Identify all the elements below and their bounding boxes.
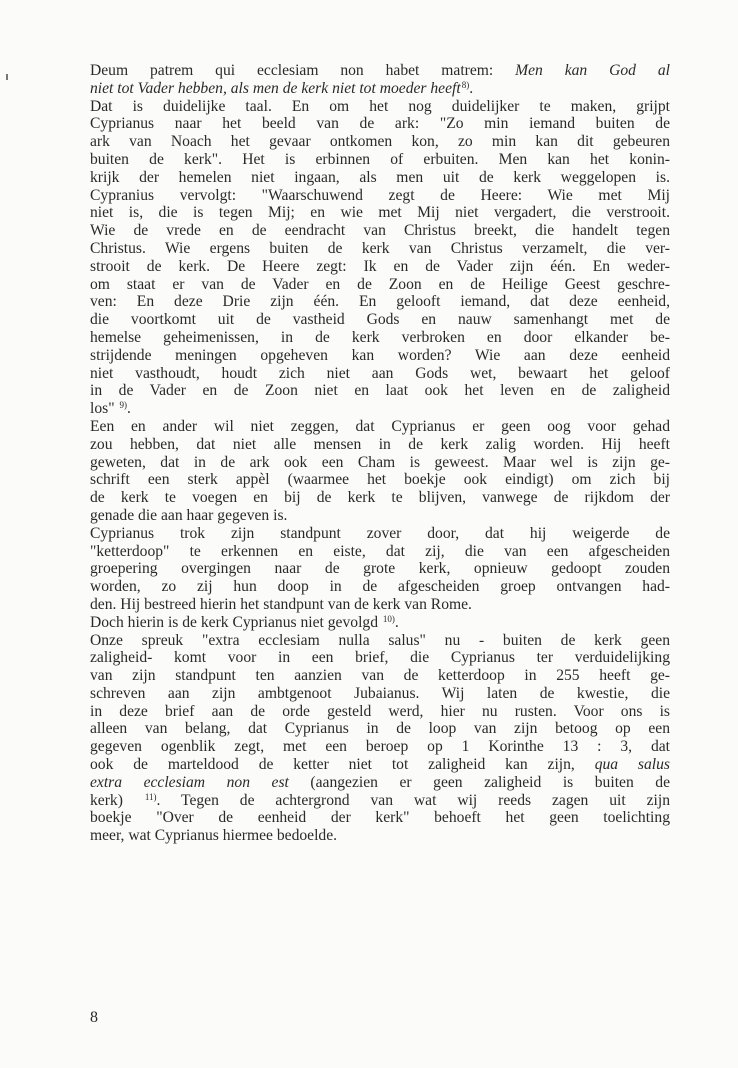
text-line <box>90 436 670 454</box>
text-line <box>90 293 670 311</box>
text-line <box>90 614 670 632</box>
text-run: strooit de kerk. De Heere zegt: Ik en de Vader zijn één. En weder- <box>90 257 670 275</box>
text-run: Men kan God al <box>515 62 670 79</box>
text-run: schreven aan zijn ambtgenoot Jubaianus. Wij laten de kwestie, die <box>90 684 670 702</box>
text-run: Dat is duidelijke taal. En om het nog duidelijker te maken, grijpt <box>90 97 670 115</box>
text-line <box>90 703 670 721</box>
text-line <box>90 62 670 80</box>
text-run: ook de marteldood de ketter niet tot zaligheid kan zijn, <box>90 756 595 774</box>
text-run: niet is, die is tegen Mij; en wie met Mij niet vergadert, die verstrooit. <box>90 204 670 222</box>
text-run: alleen van belang, dat Cyprianus in de loop van zijn betoog op een <box>90 720 670 738</box>
text-run: genade die aan haar gegeven is. <box>90 506 288 524</box>
text-run: Cyprianus naar het beeld van de ark: "Zo min iemand buiten de <box>90 115 670 133</box>
text-line <box>90 738 670 756</box>
text-run: Christus. Wie ergens buiten de kerk van Christus verzamelt, die ver- <box>90 239 670 257</box>
text-line <box>90 115 670 133</box>
text-line <box>90 756 670 774</box>
text-run: om staat er van de Vader en de Zoon en de Heilige Geest geschre- <box>90 275 670 293</box>
text-run: niet vasthoudt, houdt zich niet aan Gods wet, bewaart het geloof <box>90 364 670 382</box>
text-run: in de Vader en de Zoon niet en laat ook het leven en de zaligheid <box>90 382 670 400</box>
text-run: ark van Noach het gevaar ontkomen kon, zo min kan dit gebeuren <box>90 133 670 151</box>
text-line <box>90 222 670 240</box>
text-line <box>90 489 670 507</box>
text-line <box>90 347 670 365</box>
text-run: los" <box>90 400 119 418</box>
text-run: die voortkomt uit de vastheid Gods en nauw samenhangt met de <box>90 311 670 329</box>
text-run: . <box>126 400 131 418</box>
text-run: qua salus <box>594 756 670 774</box>
text-run: kerk) <box>90 791 144 809</box>
text-line <box>90 400 670 418</box>
text-line <box>90 276 670 294</box>
text-run: . <box>394 613 399 631</box>
text-line <box>90 827 670 845</box>
footnote-ref: 11) <box>144 791 157 802</box>
footnote-ref: 8) <box>461 79 470 90</box>
text-line <box>90 80 670 98</box>
text-run: niet tot Vader hebben, als men de kerk niet tot moeder heeft <box>90 79 461 97</box>
text-run: zou hebben, dat niet alle mensen in de kerk zalig worden. Hij heeft <box>90 435 670 453</box>
text-line <box>90 774 670 792</box>
text-line <box>90 471 670 489</box>
text-run: groepering overgingen naar de grote kerk, opnieuw gedoopt zouden <box>90 560 670 578</box>
text-run: schrift een sterk appèl (waarmee het boekje ook eindigt) om zich bij <box>90 471 670 489</box>
text-line <box>90 632 670 650</box>
text-run: strijdende meningen opgeheven kan worden? Wie aan deze eenheid <box>90 346 670 364</box>
text-line <box>90 98 670 116</box>
text-run: den. Hij bestreed hierin het standpunt van de kerk van Rome. <box>90 595 472 613</box>
text-run: Wie de vrede en de eendracht van Christus breekt, die handelt tegen <box>90 222 670 240</box>
text-line <box>90 543 670 561</box>
text-run: "ketterdoop" te erkennen en eiste, dat zij, die van een afgescheiden <box>90 542 670 560</box>
text-run: . Tegen de achtergrond van wat wij reeds zagen uit zijn <box>156 791 670 809</box>
text-run: . <box>469 79 474 97</box>
text-run: Cypranius vervolgt: "Waarschuwend zegt de Heere: Wie met Mij <box>90 186 670 204</box>
text-line <box>90 649 670 667</box>
page-number: 8 <box>90 1009 98 1026</box>
text-line <box>90 578 670 596</box>
text-run: meer, wat Cyprianus hiermee bedoelde. <box>90 827 338 845</box>
text-run: krijk der hemelen niet ingaan, als men uit de kerk weggelopen is. <box>90 168 670 186</box>
text-line <box>90 329 670 347</box>
text-line <box>90 240 670 258</box>
text-line <box>90 382 670 400</box>
footnote-ref: 10) <box>382 613 395 624</box>
text-run: gegeven ogenblik zegt, met een beroep op 1 Korinthe 13 : 3, dat <box>90 738 670 756</box>
text-line <box>90 204 670 222</box>
text-line <box>90 685 670 703</box>
text-line <box>90 596 670 614</box>
text-line <box>90 169 670 187</box>
text-run: worden, zo zij hun doop in de afgescheiden groep ontvangen had- <box>90 578 670 596</box>
text-line <box>90 792 670 810</box>
text-line <box>90 258 670 276</box>
text-line <box>90 187 670 205</box>
body-text <box>90 62 670 845</box>
text-line <box>90 720 670 738</box>
text-run: ven: En deze Drie zijn één. En gelooft iemand, dat deze eenheid, <box>90 293 670 311</box>
text-run: hemelse geheimenissen, in de kerk verbroken en door elkander be- <box>90 328 670 346</box>
text-line <box>90 311 670 329</box>
text-run: Een en ander wil niet zeggen, dat Cyprianus er geen oog voor gehad <box>90 417 670 435</box>
text-line <box>90 667 670 685</box>
text-line <box>90 133 670 151</box>
text-run: van zijn standpunt ten aanzien van de ketterdoop in 255 heeft ge- <box>90 667 670 685</box>
text-line <box>90 525 670 543</box>
text-run: zaligheid- komt voor in een brief, die Cyprianus ter verduidelijking <box>90 649 670 667</box>
text-line <box>90 560 670 578</box>
text-run: (aangezien er geen zaligheid is buiten de <box>288 773 671 791</box>
text-run: Doch hierin is de kerk Cyprianus niet gevolgd <box>90 613 382 631</box>
text-line <box>90 418 670 436</box>
text-run: Onze spreuk "extra ecclesiam nulla salus" nu - buiten de kerk geen <box>90 631 670 649</box>
text-run: de kerk te voegen en bij de kerk te blijven, vanwege de rijkdom der <box>90 489 670 507</box>
text-line <box>90 809 670 827</box>
text-line <box>90 151 670 169</box>
text-run: Deum patrem qui ecclesiam non habet matrem: <box>90 62 516 79</box>
text-run: extra ecclesiam non est <box>90 773 289 791</box>
text-run: boekje "Over de eenheid der kerk" behoeft het geen toelichting <box>90 809 670 827</box>
footnote-ref: 9) <box>119 400 127 411</box>
text-run: buiten de kerk". Het is erbinnen of erbuiten. Men kan het konin- <box>90 150 670 168</box>
text-line <box>90 365 670 383</box>
text-line <box>90 507 670 525</box>
text-run: geweten, dat in de ark ook een Cham is geweest. Maar wel is zijn ge- <box>90 453 670 471</box>
text-line <box>90 454 670 472</box>
text-run: in deze brief aan de orde gesteld werd, hier nu rusten. Voor ons is <box>90 702 670 720</box>
text-run: Cyprianus trok zijn standpunt zover door, dat hij weigerde de <box>90 524 670 542</box>
scan-edge-mark <box>6 74 8 80</box>
